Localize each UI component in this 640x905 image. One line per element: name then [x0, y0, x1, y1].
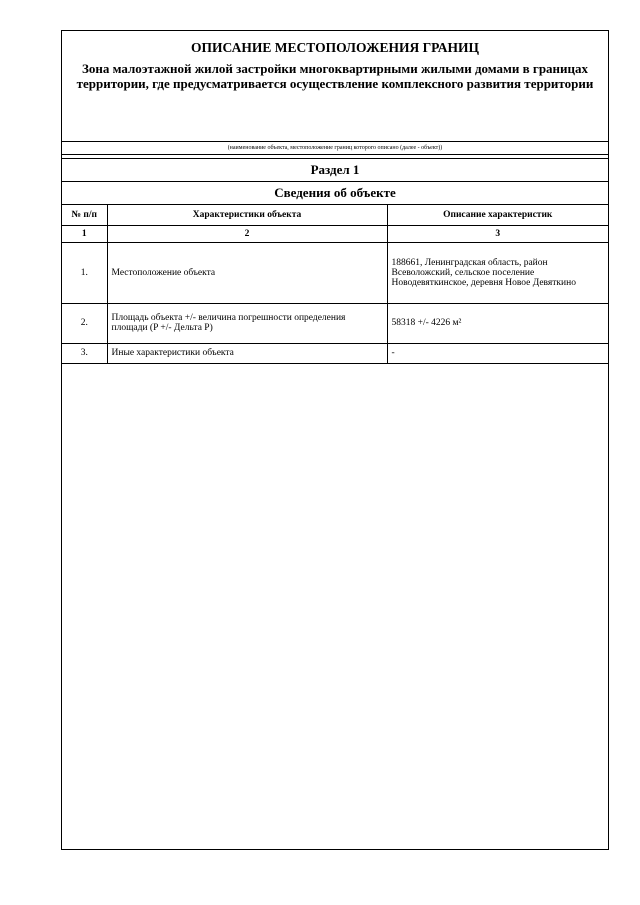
table-column-numbers-row: [62, 225, 608, 242]
object-name-caption: (наименование объекта, местоположение границ которого описано (далее - объект)): [62, 141, 608, 155]
object-info-table: [62, 205, 608, 364]
row-characteristic: Иные характеристики объекта: [107, 343, 387, 363]
row-value: 58318 +/- 4226 м²: [387, 303, 608, 343]
column-number-3: 3: [387, 225, 608, 242]
row-characteristic: Местоположение объекта: [107, 242, 387, 303]
section-number: Раздел 1: [62, 159, 608, 182]
table-row: [62, 303, 608, 343]
row-value: -: [387, 343, 608, 363]
row-value: 188661, Ленинградская область, район Всеволожский, сельское поселение Новодевяткинское, деревня Новое Девяткино: [387, 242, 608, 303]
column-number-1: 1: [62, 225, 107, 242]
table-row: [62, 343, 608, 363]
row-number: 1.: [62, 242, 107, 303]
header-description: Описание характеристик: [387, 205, 608, 225]
document-title: ОПИСАНИЕ МЕСТОПОЛОЖЕНИЯ ГРАНИЦ: [191, 40, 479, 55]
table-header-row: [62, 205, 608, 225]
document-header: [62, 31, 608, 141]
section-title: Сведения об объекте: [62, 182, 608, 205]
row-characteristic: Площадь объекта +/- величина погрешности определения площади (P +/- Дельта P): [107, 303, 387, 343]
header-characteristics: Характеристики объекта: [107, 205, 387, 225]
document-frame: [61, 30, 609, 850]
row-number: 3.: [62, 343, 107, 363]
object-name: Зона малоэтажной жилой застройки многоквартирными жилыми домами в границах территории, где предусматривается осуществление комплексного развития территории: [76, 61, 594, 91]
table-row: [62, 242, 608, 303]
header-number: № п/п: [62, 205, 107, 225]
column-number-2: 2: [107, 225, 387, 242]
row-number: 2.: [62, 303, 107, 343]
